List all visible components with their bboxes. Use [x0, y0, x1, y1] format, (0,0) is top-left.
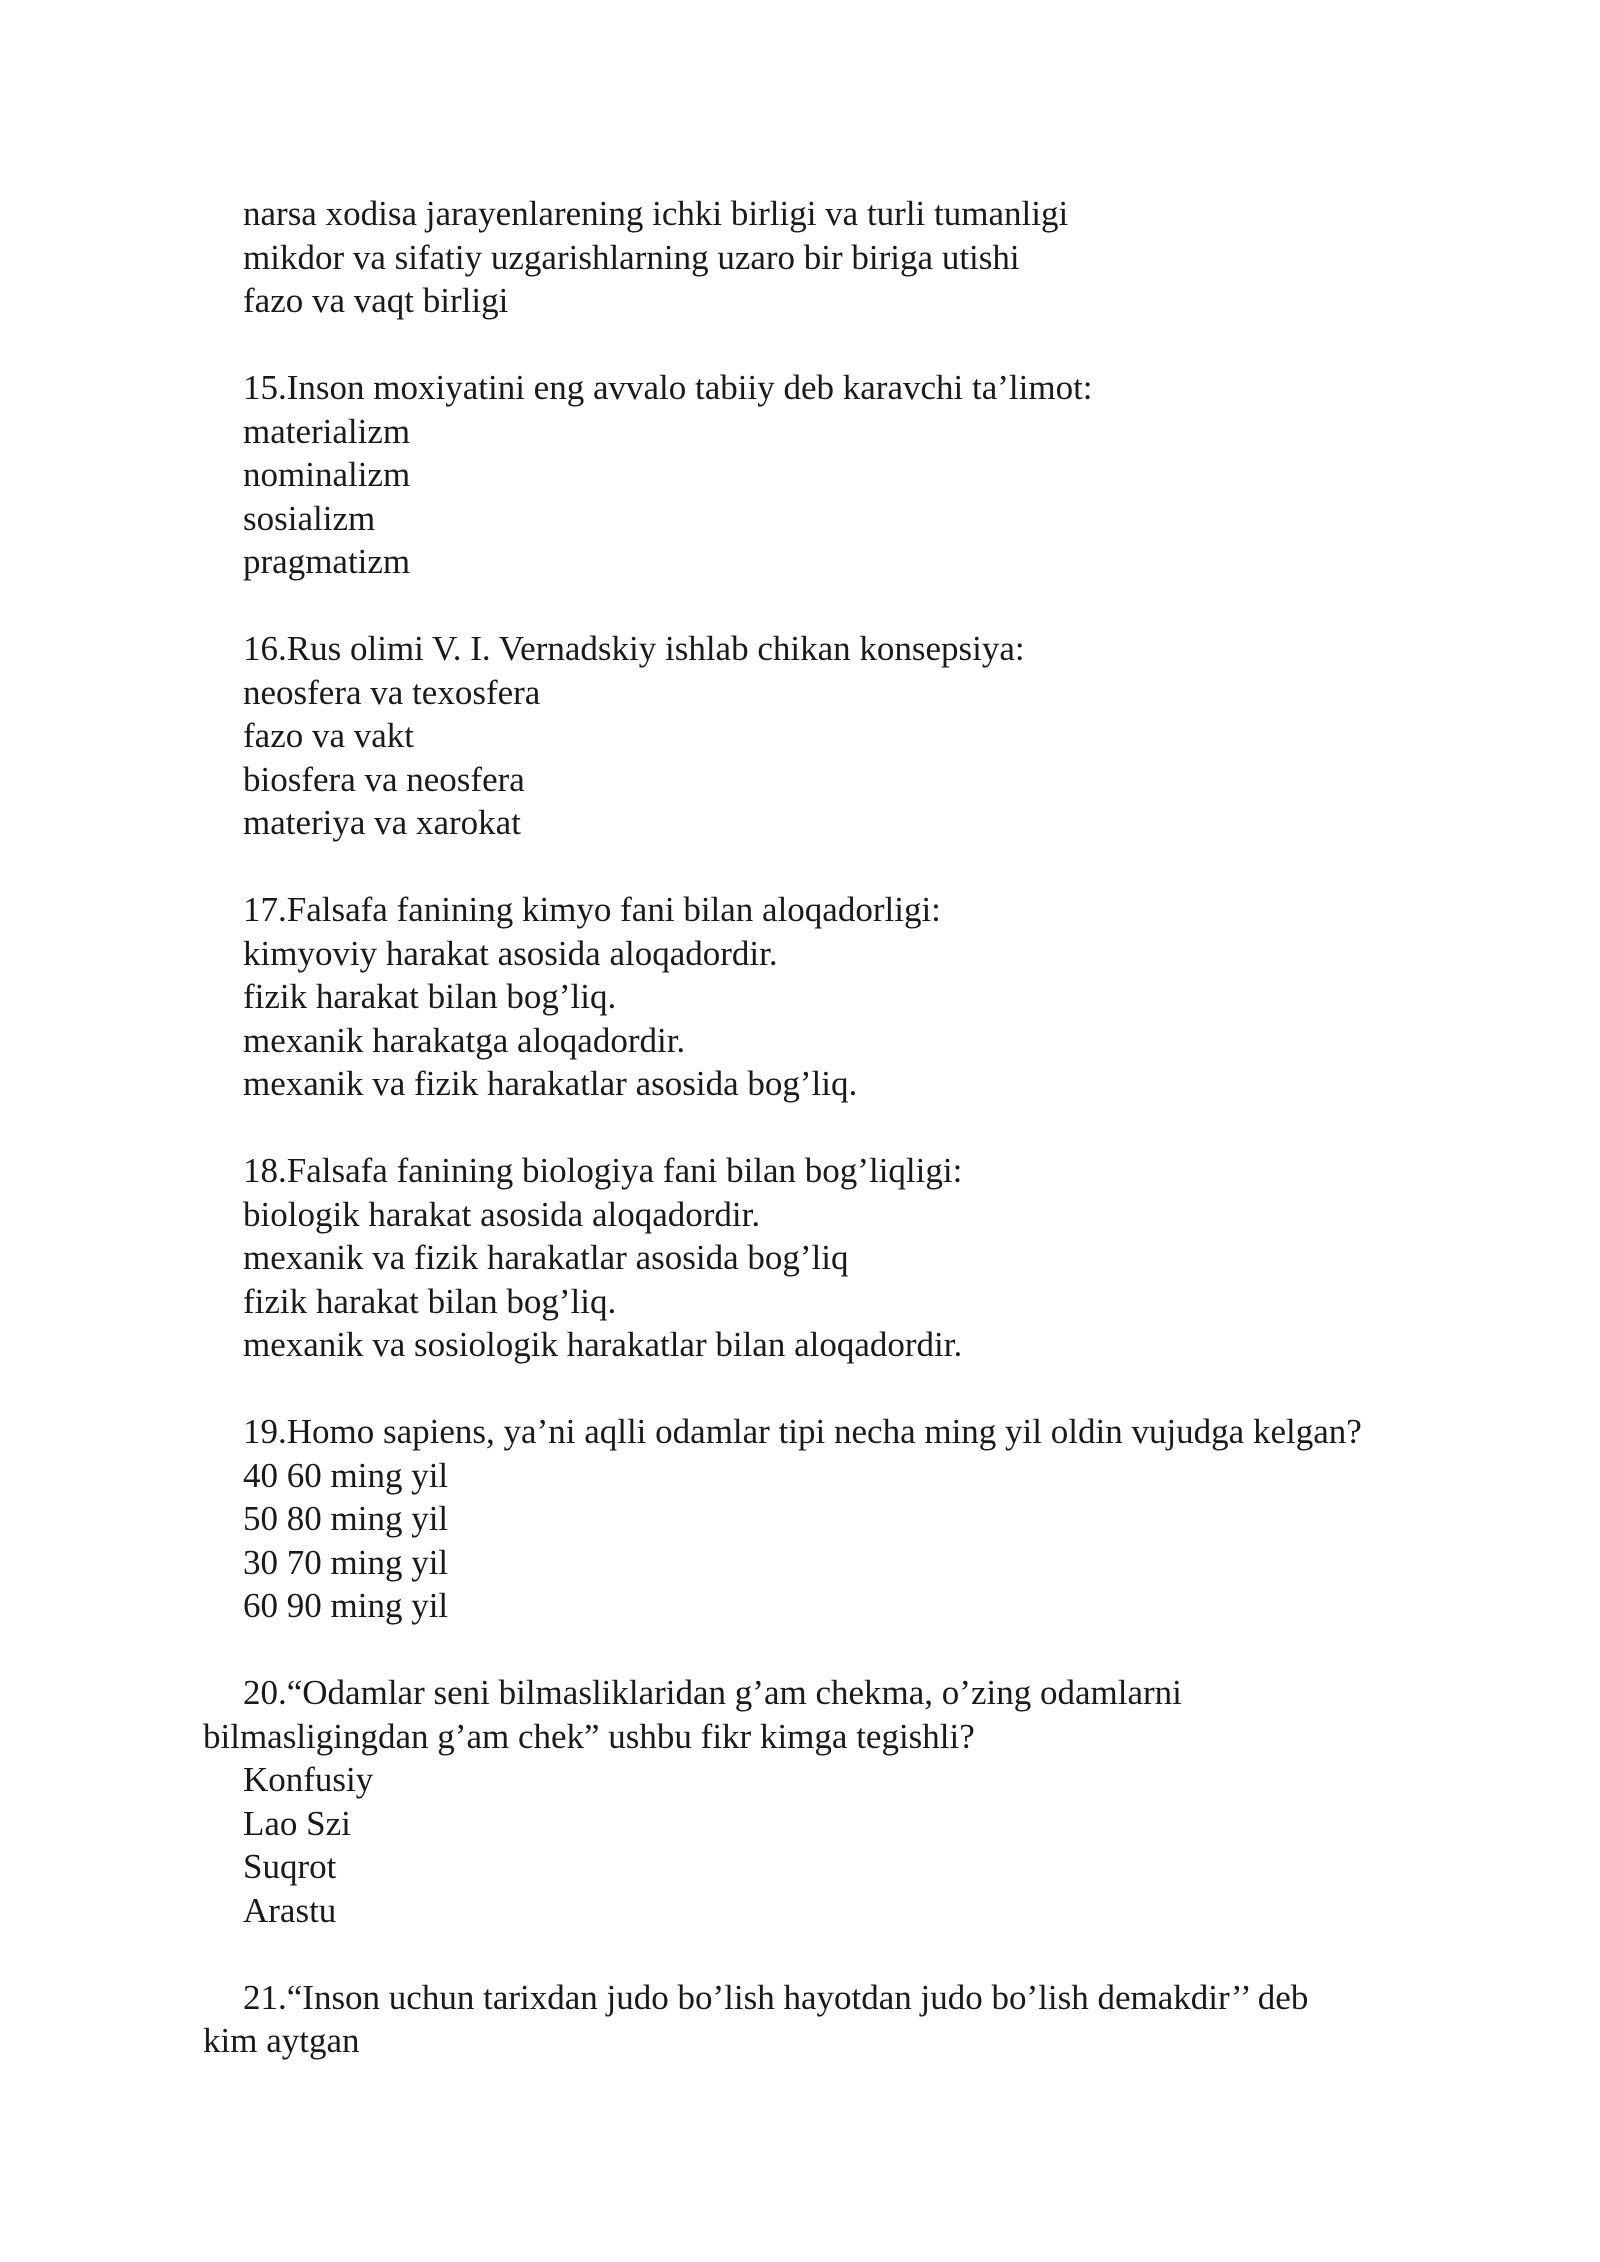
question-block-16 — [203, 627, 1463, 845]
option-line: biosfera va neosfera — [243, 759, 525, 799]
option-line: pragmatizm — [243, 542, 411, 581]
question-block-15 — [203, 366, 1463, 584]
option-line: materializm — [243, 411, 411, 451]
option-line: Lao Szi — [243, 1803, 351, 1843]
option-line: mikdor va sifatiy uzgarishlarning uzaro bir biriga utishi — [243, 237, 1020, 277]
option-line: 40 60 ming yil — [243, 1455, 449, 1495]
question-text: 20.“Odamlar seni bilmasliklaridan g’am chekma, o’zing odamlarni — [243, 1673, 1182, 1712]
option-line: Arastu — [243, 1890, 337, 1930]
intro-options-block — [203, 192, 1463, 323]
question-text: 16.Rus olimi V. I. Vernadskiy ishlab chikan konsepsiya: — [243, 629, 1025, 668]
option-line: nominalizm — [243, 455, 411, 494]
option-line: 50 80 ming yil — [243, 1499, 449, 1538]
option-line: kimyoviy harakat asosida aloqadordir. — [243, 933, 778, 973]
option-line: mexanik va fizik harakatlar asosida bog’liq — [243, 1238, 849, 1277]
option-line: fazo va vaqt birligi — [243, 281, 509, 320]
option-line: fazo va vakt — [243, 716, 415, 755]
option-line: fizik harakat bilan bog’liq. — [243, 977, 617, 1016]
option-line: mexanik va fizik harakatlar asosida bog’liq. — [243, 1064, 858, 1103]
question-text: 17.Falsafa fanining kimyo fani bilan aloqadorligi: — [243, 890, 941, 929]
question-text: 19.Homo sapiens, ya’ni aqlli odamlar tipi necha ming yil oldin vujudga kelgan? — [243, 1412, 1362, 1451]
option-line: biologik harakat asosida aloqadordir. — [243, 1194, 761, 1234]
option-line: neosfera va texosfera — [243, 672, 541, 712]
option-line: Konfusiy — [243, 1760, 374, 1799]
option-line: 60 90 ming yil — [243, 1586, 449, 1625]
question-text-continuation: bilmasligingdan g’am chek” ushbu fikr kimga tegishli? — [203, 1716, 975, 1756]
option-line: fizik harakat bilan bog’liq. — [243, 1281, 617, 1321]
question-text: 15.Inson moxiyatini eng avvalo tabiiy deb karavchi ta’limot: — [243, 368, 1093, 407]
document-body — [203, 192, 1463, 2106]
question-block-17 — [203, 888, 1463, 1106]
question-block-19 — [203, 1410, 1463, 1628]
option-line: sosializm — [243, 498, 376, 538]
question-text: 18.Falsafa fanining biologiya fani bilan bog’liqligi: — [243, 1151, 963, 1190]
option-line: materiya va xarokat — [243, 803, 521, 842]
option-line: 30 70 ming yil — [243, 1542, 449, 1582]
question-text-continuation: kim aytgan — [203, 2021, 360, 2060]
option-line: Suqrot — [243, 1847, 337, 1886]
question-block-20 — [203, 1671, 1463, 1932]
question-block-21 — [203, 1976, 1463, 2063]
option-line: narsa xodisa jarayenlarening ichki birligi va turli tumanligi — [243, 194, 1069, 233]
option-line: mexanik va sosiologik harakatlar bilan aloqadordir. — [243, 1325, 963, 1364]
option-line: mexanik harakatga aloqadordir. — [243, 1020, 686, 1060]
question-text: 21.“Inson uchun tarixdan judo bo’lish hayotdan judo bo’lish demakdir’’ deb — [243, 1977, 1309, 2017]
question-block-18 — [203, 1149, 1463, 1367]
